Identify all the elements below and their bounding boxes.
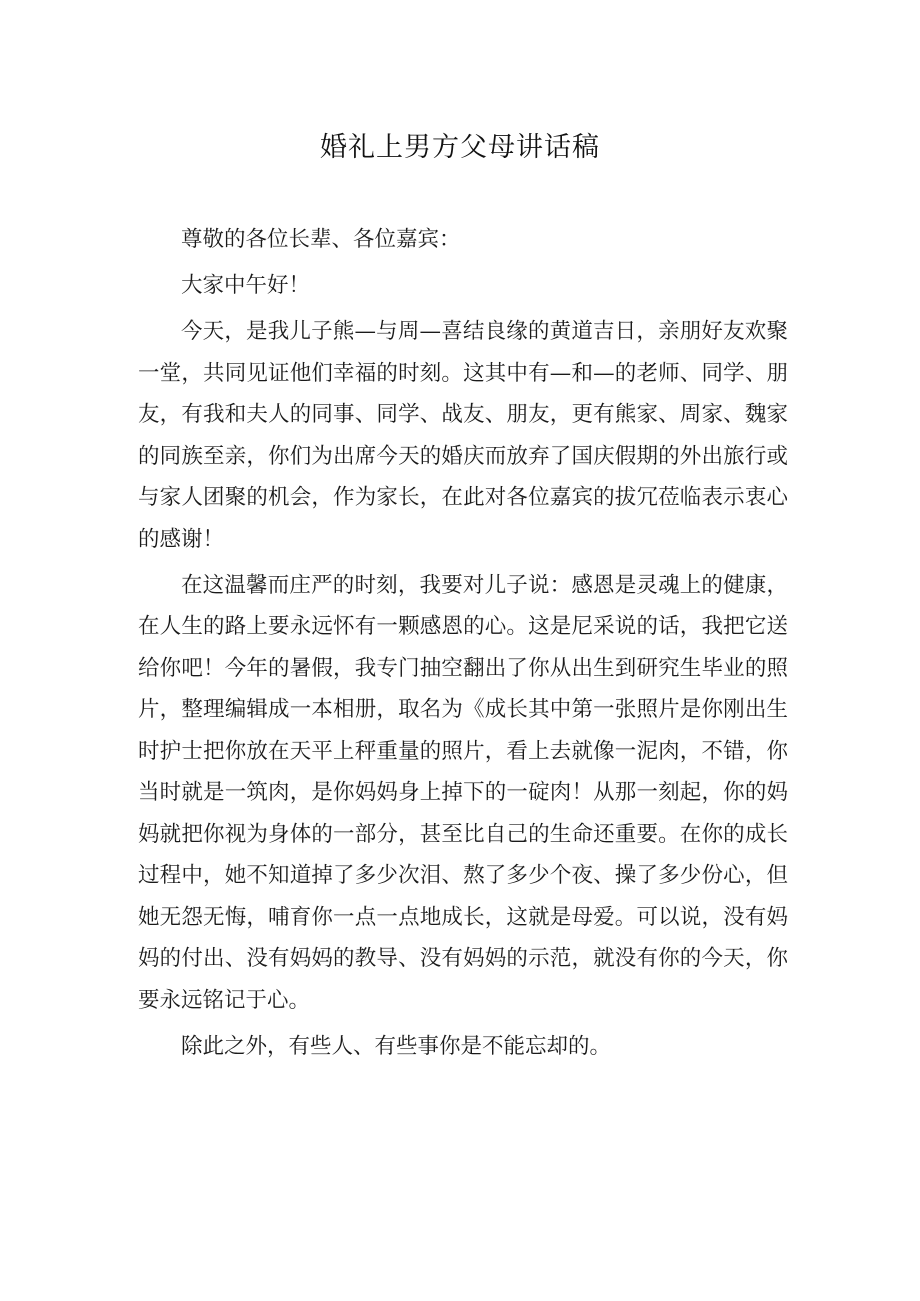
paragraph-message-to-son: 在这温馨而庄严的时刻，我要对儿子说：感恩是灵魂上的健康，在人生的路上要永远怀有一颗感恩的心。这是尼采说的话，我把它送给你吧！今年的暑假，我专门抽空翻出了你从出生到研究生毕业的照片，整理编辑成一本相册，取名为《成长其中第一张照片是你刚出生时护士把你放在天平上秤重量的照片，看上去就像一泥肉，不错，你当时就是一筑肉，是你妈妈身上掉下的一碇肉！从那一刻起，你的妈妈就把你视为身体的一部分，甚至比自己的生命还重要。在你的成长过程中，她不知道掉了多少次泪、熬了多少个夜、操了多少份心，但她无怨无悔，哺育你一点一点地成长，这就是母爱。可以说，没有妈妈的付出、没有妈妈的教导、没有妈妈的示范，就没有你的今天，你要永远铭记于心。 [138,572,788,1013]
paragraph-transition: 除此之外，有些人、有些事你是不能忘却的。 [181,1033,612,1059]
paragraph-greeting: 大家中午好！ [181,273,311,298]
paragraph-welcome: 今天，是我儿子熊—与周—喜结良缘的黄道吉日，亲朋好友欢聚一堂，共同见证他们幸福的时刻。这其中有—和—的老师、同学、朋友，有我和夫人的同事、同学、战友、朋友，更有熊家、周家、魏家的同族至亲，你们为出席今天的婚庆而放弃了国庆假期的外出旅行或与家人团聚的机会，作为家长，在此对各位嘉宾的拔冗莅临表示衷心的感谢！ [138,319,788,552]
document-title: 婚礼上男方父母讲话稿 [320,132,600,163]
paragraph-salutation: 尊敬的各位长辈、各位嘉宾： [181,227,461,252]
document-body [138,219,788,1072]
